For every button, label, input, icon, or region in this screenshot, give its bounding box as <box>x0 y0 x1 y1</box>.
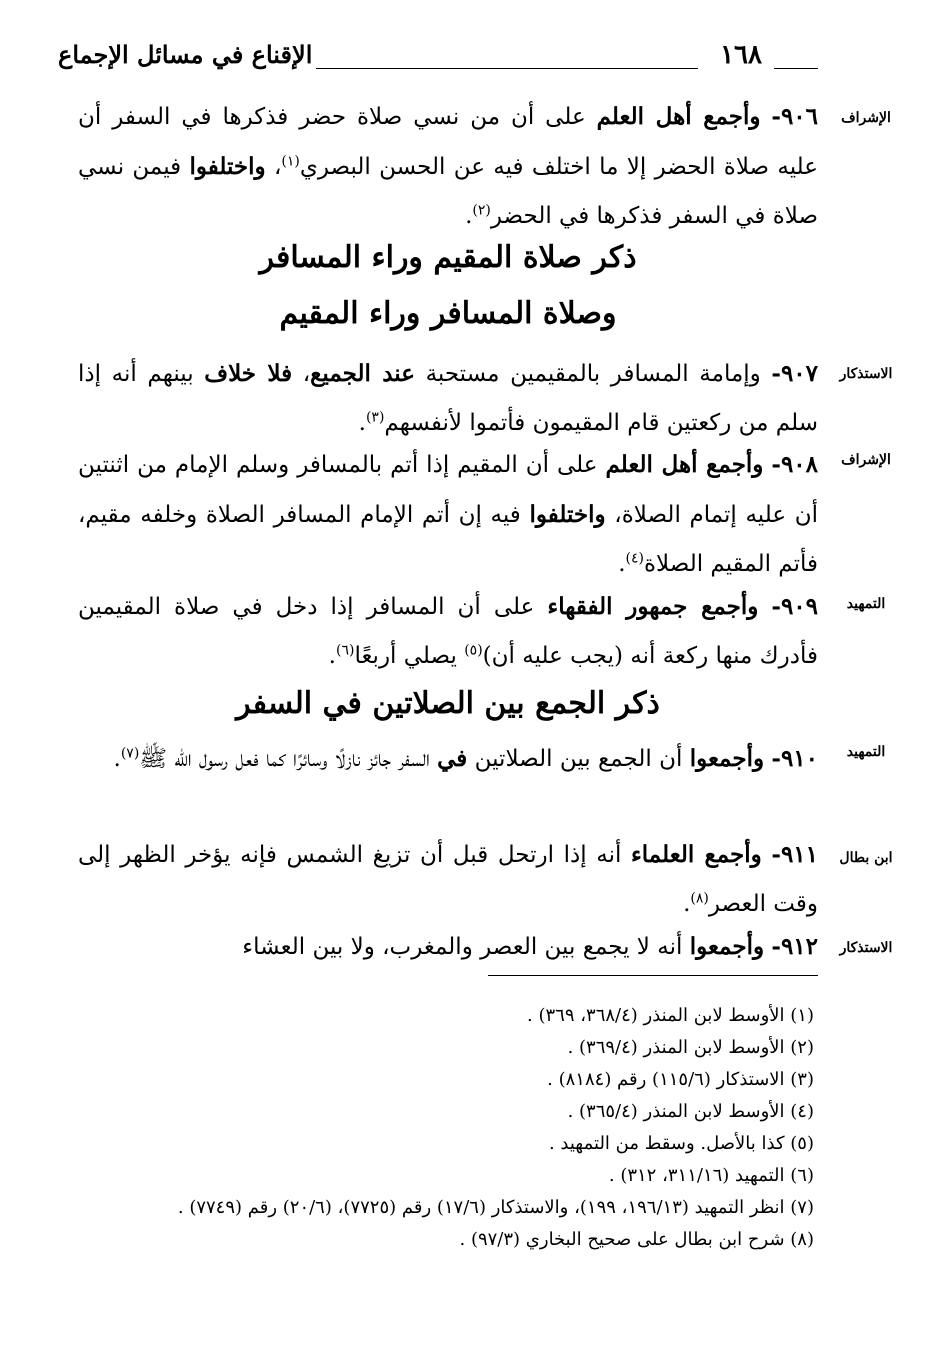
footnote-separator <box>488 975 818 976</box>
margin-source-label: الإشراف <box>841 452 891 468</box>
footnote-ref[interactable]: (٦) <box>335 642 355 659</box>
entry-text: أنه إذا ارتحل قبل أن تزيغ الشمس فإنه يؤخر الظهر إلى وقت العصر <box>78 842 818 917</box>
bold-lead: وأجمع جمهور الفقهاء <box>547 593 759 620</box>
footnote-ref[interactable]: (٢) <box>472 202 491 219</box>
footnote-ref[interactable]: (٤) <box>625 550 644 567</box>
header-rule-right <box>774 68 818 69</box>
entry-907 <box>78 349 818 448</box>
footnote-7: (٧) انظر التمهيد (١٩٦/١٣، ١٩٩)، والاستذكار (١٧/٦) رقم (٧٧٢٥)، (٢٠/٦) رقم (٧٧٤٩) . <box>177 1197 814 1218</box>
section-heading-1b: وصلاة المسافر وراء المقيم <box>279 296 617 331</box>
entry-number: ٩٠٩- <box>771 593 819 620</box>
bold-text: فلا خلاف <box>204 360 293 387</box>
entry-number: ٩٠٨- <box>771 451 819 478</box>
entry-number: ٩١١- <box>771 841 819 868</box>
entry-911 <box>78 830 818 929</box>
footnote-1: (١) الأوسط لابن المنذر (٣٦٨/٤، ٣٦٩) . <box>527 1005 814 1026</box>
page-number: ١٦٨ <box>720 40 762 70</box>
entry-906 <box>78 92 818 241</box>
entry-912 <box>78 922 818 972</box>
entry-text: بينهم أنه إذا سلم من ركعتين قام المقيمون فأتموا لأنفسهم <box>78 361 818 436</box>
entry-908 <box>78 440 818 589</box>
entry-text: . <box>683 891 691 917</box>
bold-text: في <box>437 745 468 772</box>
entry-number: ٩١٠- <box>771 745 818 772</box>
margin-source-label: الاستذكار <box>839 940 893 956</box>
footnote-4: (٤) الأوسط لابن المنذر (٣٦٥/٤) . <box>567 1101 814 1122</box>
bold-text: عند الجميع <box>310 360 415 387</box>
bold-lead: وأجمعوا <box>689 933 765 960</box>
entry-text: . <box>618 551 626 577</box>
margin-source-label: التمهيد <box>846 744 886 760</box>
footnote-ref[interactable]: (٥) <box>464 642 483 659</box>
entry-text: على أن المقيم إذا أتم بالمسافر وسلم الإمام من اثنتين أن عليه إتمام الصلاة، <box>78 452 818 528</box>
margin-source-label: التمهيد <box>846 596 886 612</box>
entry-909 <box>78 582 818 681</box>
margin-source-label: الاستذكار <box>839 366 893 382</box>
bold-lead: وأجمع العلماء <box>630 841 762 868</box>
footnote-ref[interactable]: (١) <box>281 153 300 170</box>
footnote-5: (٥) كذا بالأصل. وسقط من التمهيد . <box>548 1133 814 1154</box>
bold-lead: وأجمع أهل العلم <box>596 103 761 130</box>
footnotes <box>69 1000 814 1256</box>
book-title: الإقناع في مسائل الإجماع <box>58 40 313 69</box>
margin-source-label: الإشراف <box>841 110 891 126</box>
entry-number: ٩٠٦- <box>771 103 818 130</box>
footnote-2: (٢) الأوسط لابن المنذر (٣٦٩/٤) . <box>567 1037 814 1058</box>
entry-text: . <box>328 643 336 669</box>
entry-text: . <box>113 746 121 772</box>
header-rule-middle <box>316 68 698 69</box>
bold-text: واختلفوا <box>189 153 266 180</box>
page-header <box>58 34 818 76</box>
footnote-3: (٣) الاستذكار (١١٥/٦) رقم (٨١٨٤) . <box>547 1069 814 1090</box>
footnote-ref[interactable]: (٨) <box>690 890 709 907</box>
entry-text: السفر جائز نازلًا وسائرًا كما فعل رسول الله ﷺ <box>139 746 438 772</box>
bold-lead: وأجمع أهل العلم <box>605 451 764 478</box>
footnote-6: (٦) التمهيد (٣١١/١٦، ٣١٢) . <box>608 1165 814 1186</box>
footnote-ref[interactable]: (٣) <box>365 409 385 426</box>
entry-text: أنه لا يجمع بين العصر والمغرب، ولا بين العشاء <box>242 934 690 960</box>
entry-text: . <box>358 410 366 436</box>
entry-text: على أن من نسي صلاة حضر فذكرها في السفر أن عليه صلاة الحضر إلا ما اختلف فيه عن الحسن البصري <box>78 104 818 180</box>
entry-text: أن الجمع بين الصلاتين <box>467 746 690 772</box>
footnote-ref[interactable]: (٧) <box>120 745 140 762</box>
entry-text: يصلي أربعًا <box>354 643 465 669</box>
section-heading-1a: ذكر صلاة المقيم وراء المسافر <box>259 240 637 275</box>
entry-text: ، <box>265 154 282 180</box>
entry-text: فيه إن أتم الإمام المسافر الصلاة وخلفه مقيم، فأتم المقيم الصلاة <box>78 502 818 577</box>
bold-text: واختلفوا <box>529 501 606 528</box>
entry-text: على أن المسافر إذا دخل في صلاة المقيمين فأدرك منها ركعة أنه (يجب عليه أن) <box>78 594 818 669</box>
bold-lead: وأجمعوا <box>689 745 765 772</box>
entry-text: . <box>465 203 473 229</box>
entry-number: ٩١٢- <box>771 933 818 960</box>
margin-source-label: ابن بطال <box>839 850 893 866</box>
entry-text: وإمامة المسافر بالمقيمين مستحبة <box>414 361 772 387</box>
entry-text: فيمن نسي صلاة في السفر فذكرها في الحضر <box>78 154 818 229</box>
entry-910 <box>78 734 818 784</box>
entry-text: ، <box>292 361 311 387</box>
footnote-8: (٨) شرح ابن بطال على صحيح البخاري (٩٧/٣) . <box>459 1229 814 1250</box>
section-heading-2: ذكر الجمع بين الصلاتين في السفر <box>236 686 660 721</box>
entry-number: ٩٠٧- <box>771 360 819 387</box>
